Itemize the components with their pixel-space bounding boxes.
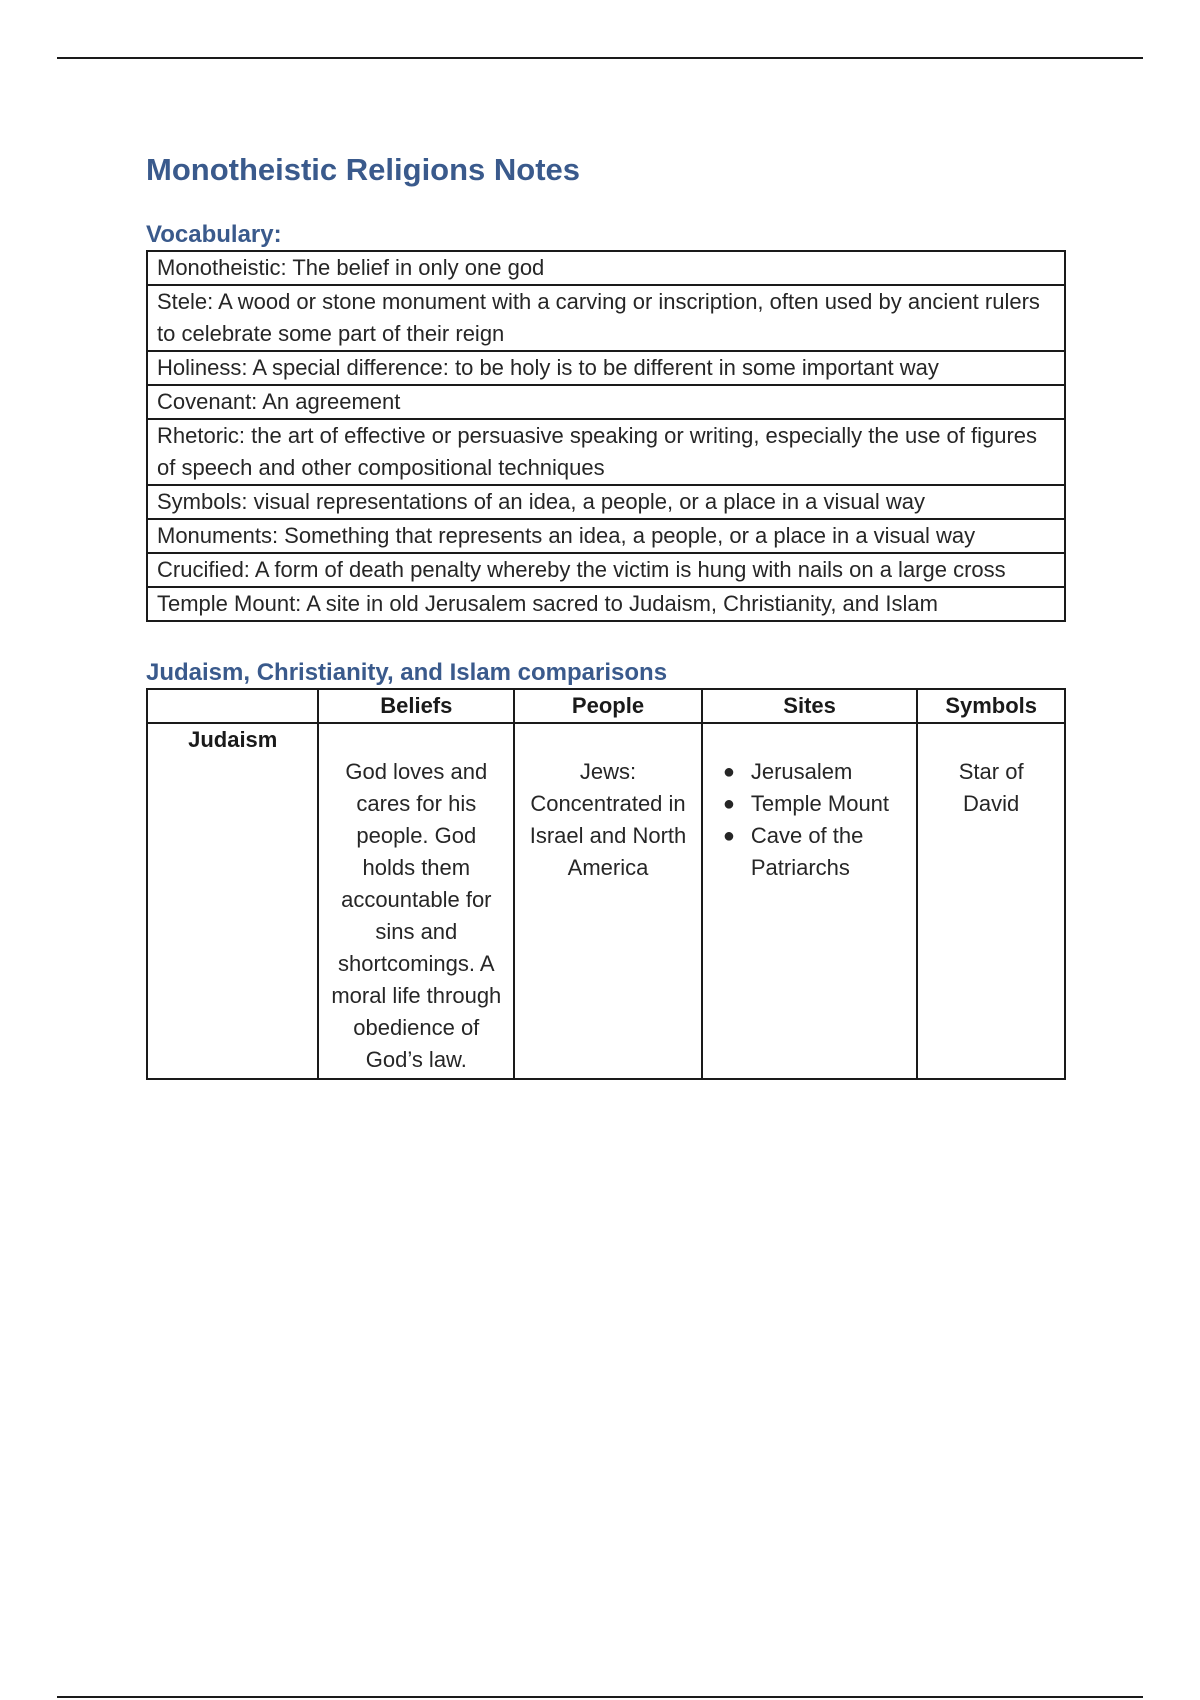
vocab-row (147, 251, 1065, 285)
vocab-row (147, 485, 1065, 519)
vocab-term: Temple Mount: A site in old Jerusalem sacred to Judaism, Christianity, and Islam (147, 587, 1065, 621)
bullet-icon: ● (722, 761, 735, 784)
symbols-cell: Star of David (917, 723, 1065, 1079)
vocab-row (147, 419, 1065, 485)
column-header-sites: Sites (702, 689, 917, 723)
column-header-beliefs: Beliefs (318, 689, 514, 723)
people-cell: Jews: Concentrated in Israel and North America (514, 723, 702, 1079)
vocab-row (147, 519, 1065, 553)
sites-cell (702, 723, 917, 1079)
vocabulary-heading: Vocabulary: (146, 221, 282, 249)
vocab-row (147, 385, 1065, 419)
vocab-term: Stele: A wood or stone monument with a carving or inscription, often used by ancient rulers to celebrate some part of their reign (147, 285, 1065, 351)
site-label: Jerusalem (750, 759, 853, 785)
document-title: Monotheistic Religions Notes (146, 152, 581, 187)
vocab-term: Symbols: visual representations of an idea, a people, or a place in a visual way (147, 485, 1065, 519)
beliefs-cell: God loves and cares for his people. God holds them accountable for sins and shortcomings. A moral life through obedience of God’s law. (318, 723, 514, 1079)
vocab-term: Crucified: A form of death penalty whereby the victim is hung with nails on a large cross (147, 553, 1065, 587)
bullet-icon: ● (722, 793, 735, 816)
religion-name: Judaism (147, 723, 318, 1079)
column-header-people: People (514, 689, 702, 723)
site-label: Temple Mount (750, 791, 890, 817)
vocab-row (147, 351, 1065, 385)
comparison-row-judaism (147, 723, 1065, 1079)
top-rule (57, 57, 1143, 59)
vocab-row (147, 285, 1065, 351)
vocab-term: Monotheistic: The belief in only one god (147, 251, 1065, 285)
column-header-empty (147, 689, 318, 723)
site-item (722, 820, 910, 884)
vocabulary-table (146, 250, 1066, 622)
comparison-header-row (147, 689, 1065, 723)
site-item (722, 788, 910, 820)
comparison-heading: Judaism, Christianity, and Islam comparisons (146, 659, 668, 687)
site-item (722, 756, 910, 788)
bullet-icon: ● (722, 825, 735, 848)
vocab-row (147, 587, 1065, 621)
vocab-row (147, 553, 1065, 587)
bottom-rule (57, 1696, 1143, 1698)
column-header-symbols: Symbols (917, 689, 1065, 723)
site-label: Cave of the Patriarchs (750, 823, 864, 881)
vocab-term: Monuments: Something that represents an idea, a people, or a place in a visual way (147, 519, 1065, 553)
document-body (146, 150, 1066, 1080)
comparison-table (146, 688, 1066, 1080)
vocab-term: Rhetoric: the art of effective or persuasive speaking or writing, especially the use of figures of speech and other compositional techniques (147, 419, 1065, 485)
vocab-term: Holiness: A special difference: to be holy is to be different in some important way (147, 351, 1065, 385)
sites-list (722, 756, 910, 884)
vocab-term: Covenant: An agreement (147, 385, 1065, 419)
